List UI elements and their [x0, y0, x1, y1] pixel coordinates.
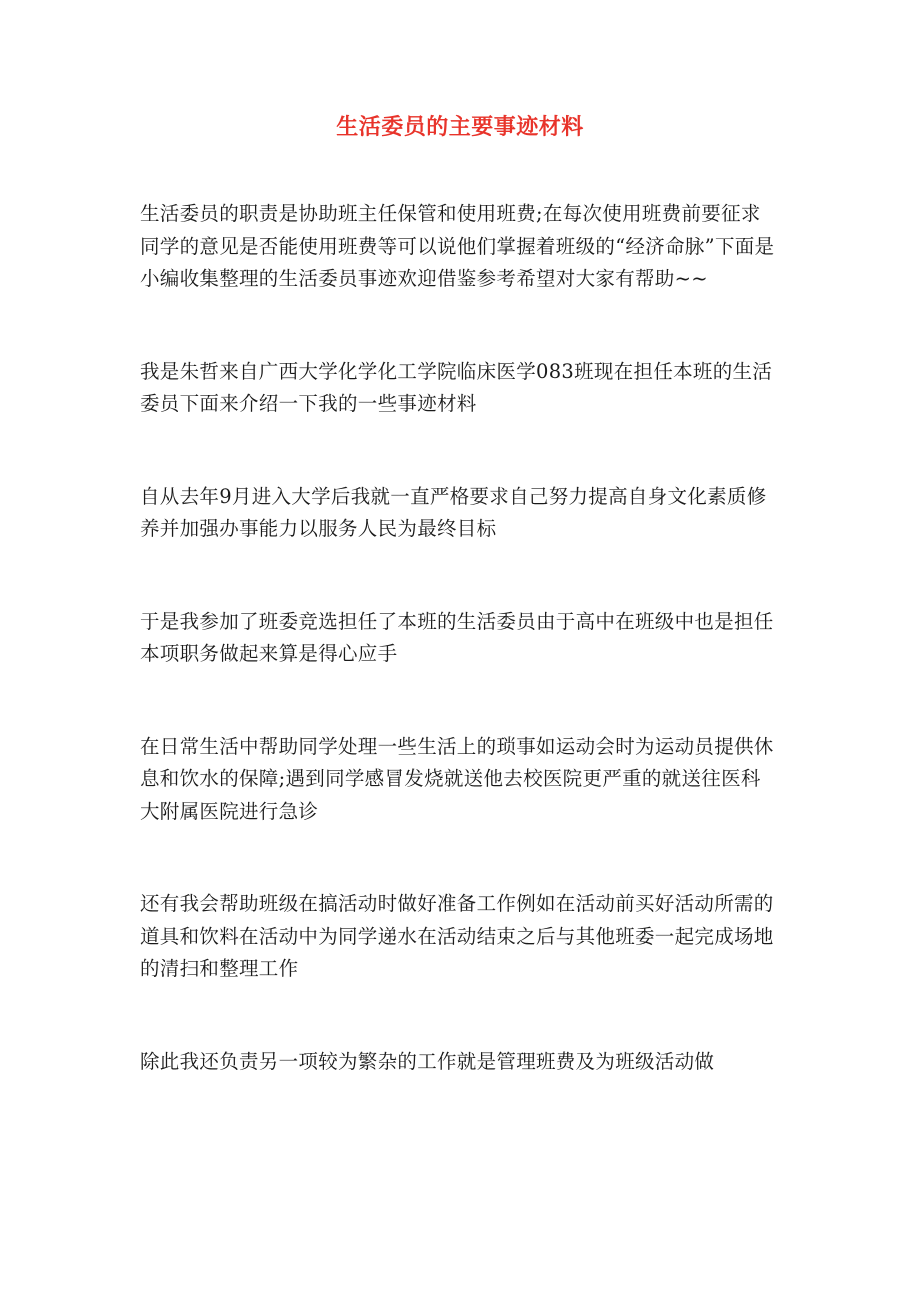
paragraph-activities: 还有我会帮助班级在搞活动时做好准备工作例如在活动前买好活动所需的道具和饮料在活动中为同学递水在活动结束之后与其他班委一起完成场地的清扫和整理工作 — [140, 892, 774, 980]
paragraph-goals: 自从去年9月进入大学后我就一直严格要求自己努力提高自身文化素质修养并加强办事能力以服务人民为最终目标 — [140, 484, 767, 540]
paragraph-daily-help: 在日常生活中帮助同学处理一些生活上的琐事如运动会时为运动员提供休息和饮水的保障;遇到同学感冒发烧就送他去校医院更严重的就送往医科大附属医院进行急诊 — [140, 734, 774, 823]
paragraph-election: 于是我参加了班委竞选担任了本班的生活委员由于高中在班级中也是担任本项职务做起来算是得心应手 — [140, 609, 774, 665]
paragraph-self-introduction: 我是朱哲来自广西大学化学化工学院临床医学083班现在担任本班的生活委员下面来介绍一下我的一些事迹材料 — [140, 359, 773, 415]
paragraph-intro: 生活委员的职责是协助班主任保管和使用班费;在每次使用班费前要征求同学的意见是否能使用班费等可以说他们掌握着班级的“经济命脉”下面是小编收集整理的生活委员事迹欢迎借鉴参考希望对大家有帮助~~ — [140, 202, 775, 290]
document-title: 生活委员的主要事迹材料 — [336, 114, 584, 140]
document-body — [140, 198, 780, 1078]
paragraph-class-funds: 除此我还负责另一项较为繁杂的工作就是管理班费及为班级活动做 — [140, 1049, 715, 1073]
